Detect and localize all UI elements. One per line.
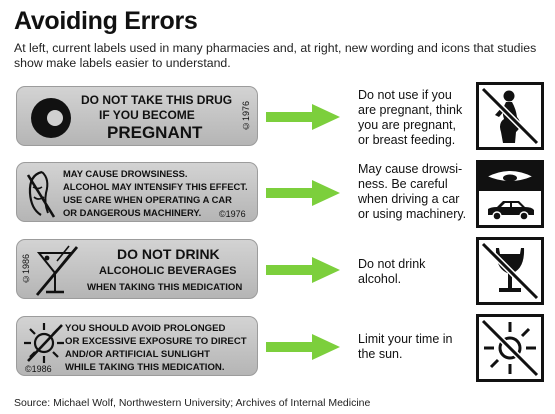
page-title: Avoiding Errors (14, 7, 198, 35)
new-wording-alcohol: Do not drink alcohol. (358, 257, 426, 286)
warning-row-drowsiness (0, 158, 555, 230)
old-label-line: MAY CAUSE DROWSINESS. (63, 168, 188, 179)
arrow-icon (266, 104, 340, 130)
new-icon-drowsiness (476, 160, 544, 228)
old-label-pregnancy (16, 86, 258, 146)
no-cocktail-icon (33, 243, 79, 299)
arrow-icon (266, 180, 340, 206)
old-label-line: USE CARE WHEN OPERATING A CAR (63, 194, 232, 205)
old-label-line: YOU SHOULD AVOID PROLONGED (65, 323, 226, 334)
drowsy-face-icon (24, 169, 58, 219)
no-sun-icon (22, 321, 66, 365)
old-label-alcohol (16, 239, 258, 299)
old-label-line: OR EXCESSIVE EXPOSURE TO DIRECT (65, 336, 247, 347)
new-icon-sun (476, 314, 544, 382)
old-label-line: PREGNANT (107, 123, 203, 142)
new-icon-pregnancy (476, 82, 544, 150)
old-label-year: ©1976 (241, 101, 251, 132)
source-credit: Source: Michael Wolf, Northwestern University; Archives of Internal Medicine (14, 397, 371, 409)
old-label-line: DO NOT TAKE THIS DRUG (81, 93, 233, 107)
old-label-line: IF YOU BECOME (99, 108, 195, 122)
arrow-icon (266, 334, 340, 360)
old-label-line: WHILE TAKING THIS MEDICATION. (65, 362, 225, 373)
old-label-line: OR DANGEROUS MACHINERY. (63, 207, 202, 218)
no-pregnant-woman-icon (479, 85, 541, 147)
warning-row-pregnancy (0, 82, 555, 154)
warning-row-alcohol (0, 235, 555, 307)
old-label-sun (16, 316, 258, 376)
sleepy-eye-car-icon (479, 163, 541, 225)
pregnancy-circle-icon (29, 96, 73, 140)
no-sun-icon (479, 317, 541, 379)
page-subtitle: At left, current labels used in many pharmacies and, at right, new wording and icons that studies show make labels easier to understand. (14, 41, 537, 70)
old-label-drowsiness (16, 162, 258, 222)
warning-row-sun (0, 312, 555, 384)
old-label-year: ©1986 (25, 364, 52, 374)
old-label-year: ©1976 (219, 209, 246, 219)
old-label-line: ALCOHOL MAY INTENSIFY THIS EFFECT. (63, 181, 248, 192)
new-wording-pregnancy: Do not use if you are pregnant, think you are pregnant, or breast feeding. (358, 88, 463, 147)
old-label-line: AND/OR ARTIFICIAL SUNLIGHT (65, 349, 210, 360)
new-icon-alcohol (476, 237, 544, 305)
new-wording-drowsiness: May cause drowsi- ness. Be careful when driving a car or using machinery. (358, 162, 467, 221)
old-label-line: WHEN TAKING THIS MEDICATION (87, 282, 243, 293)
old-label-line: DO NOT DRINK (117, 246, 220, 262)
old-label-year: ©1986 (21, 254, 31, 285)
old-label-line: ALCOHOLIC BEVERAGES (99, 265, 237, 277)
no-wine-glass-icon (479, 240, 541, 302)
arrow-icon (266, 257, 340, 283)
new-wording-sun: Limit your time in the sun. (358, 332, 453, 361)
